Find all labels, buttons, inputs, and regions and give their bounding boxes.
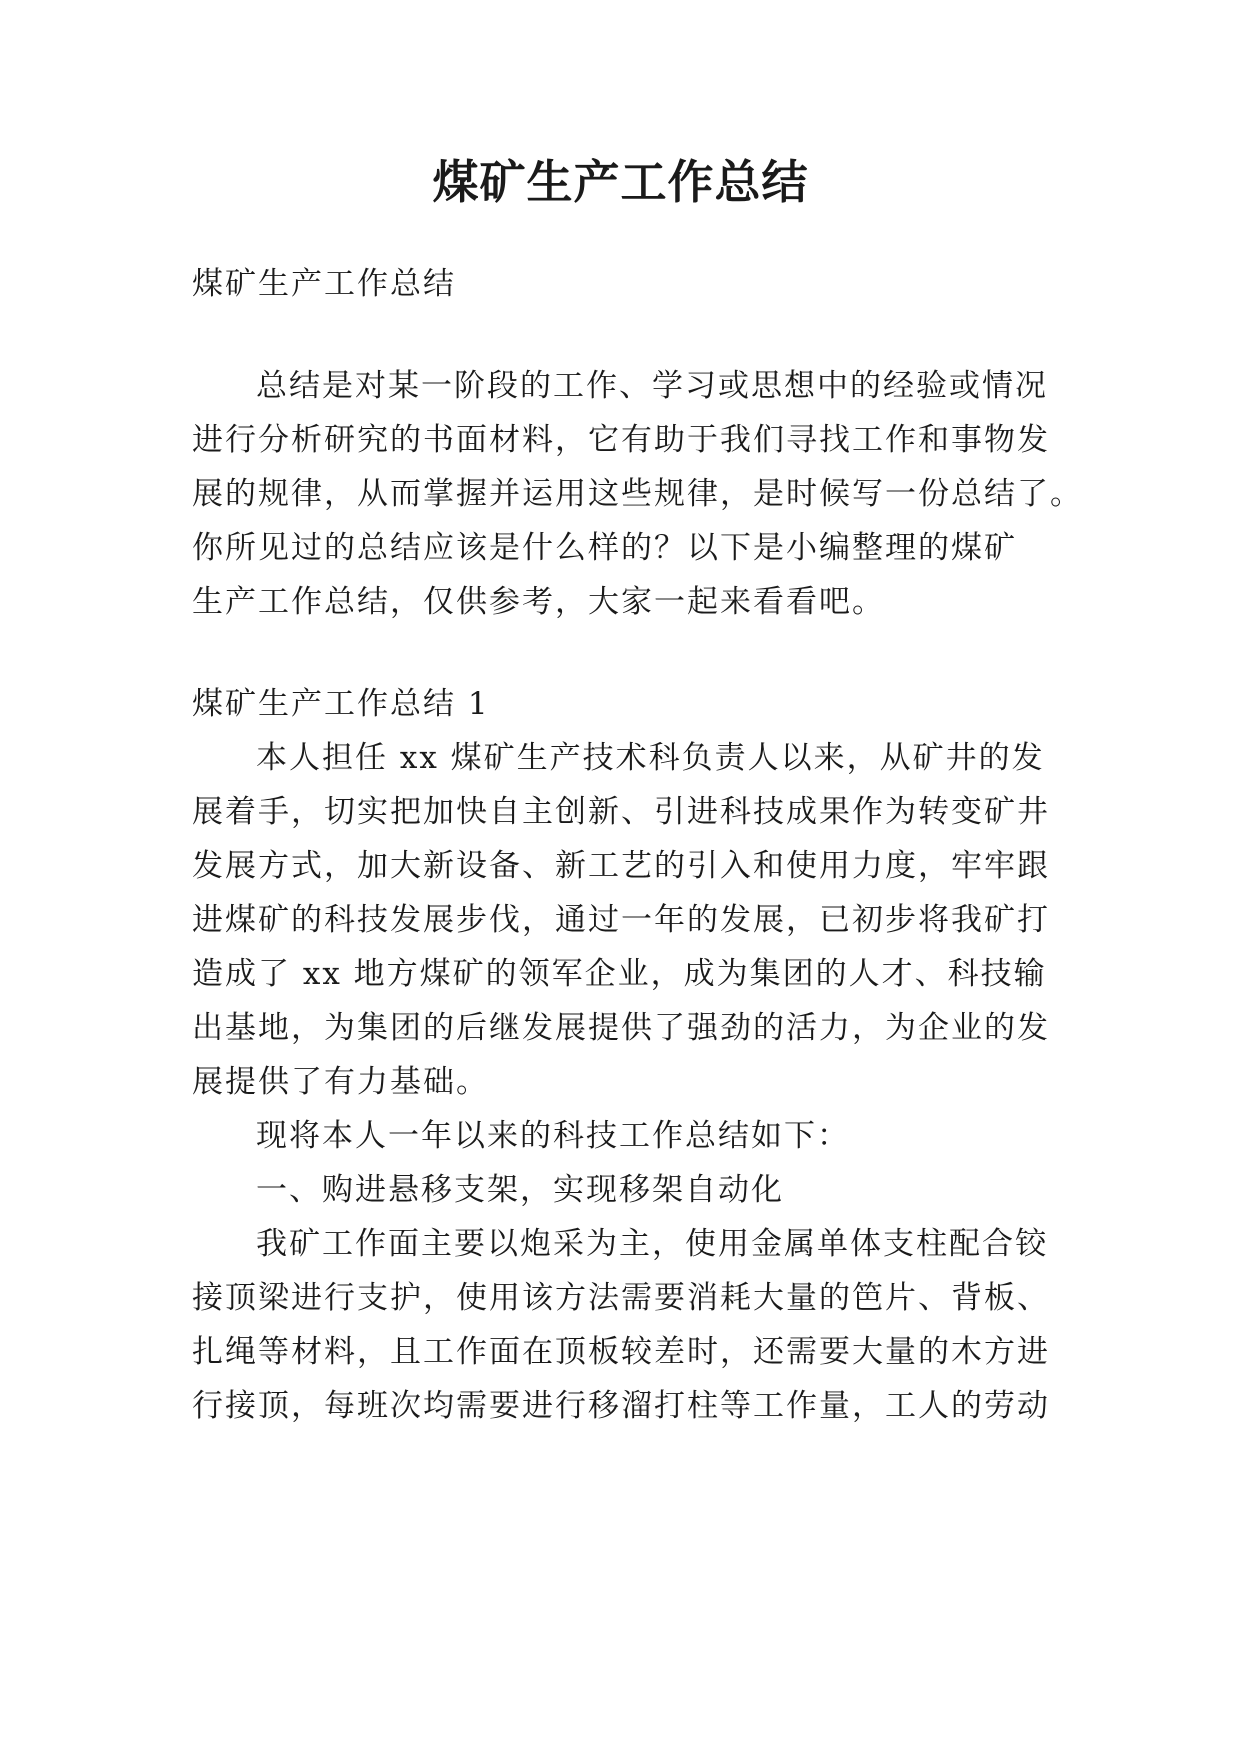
paragraph-line: 本人担任 xx 煤矿生产技术科负责人以来，从矿井的发 [256,740,1045,776]
section-heading: 煤矿生产工作总结 1 [192,686,490,722]
paragraph-line: 展着手，切实把加快自主创新、引进科技成果作为转变矿井 [192,794,1050,830]
paragraph-line: 我矿工作面主要以炮采为主，使用金属单体支柱配合铰 [256,1226,1048,1262]
item-heading: 一、购进悬移支架，实现移架自动化 [256,1172,784,1208]
intro-line: 进行分析研究的书面材料，它有助于我们寻找工作和事物发 [192,422,1050,458]
intro-line: 你所见过的总结应该是什么样的？以下是小编整理的煤矿 [192,530,1017,566]
paragraph-line: 展提供了有力基础。 [192,1064,489,1100]
intro-line: 展的规律，从而掌握并运用这些规律，是时候写一份总结了。 [192,476,1083,512]
document-title: 煤矿生产工作总结 [432,155,809,209]
paragraph-line: 扎绳等材料，且工作面在顶板较差时，还需要大量的木方进 [192,1334,1050,1370]
intro-line: 总结是对某一阶段的工作、学习或思想中的经验或情况 [256,368,1048,404]
document-subtitle: 煤矿生产工作总结 [192,266,456,302]
paragraph-line: 行接顶，每班次均需要进行移溜打柱等工作量，工人的劳动 [192,1388,1050,1424]
paragraph-line: 进煤矿的科技发展步伐，通过一年的发展，已初步将我矿打 [192,902,1050,938]
summary-intro: 现将本人一年以来的科技工作总结如下： [256,1118,850,1154]
paragraph-line: 接顶梁进行支护，使用该方法需要消耗大量的笆片、背板、 [192,1280,1050,1316]
paragraph-line: 造成了 xx 地方煤矿的领军企业，成为集团的人才、科技输 [192,956,1047,992]
intro-line: 生产工作总结，仅供参考，大家一起来看看吧。 [192,584,885,620]
paragraph-line: 发展方式，加大新设备、新工艺的引入和使用力度，牢牢跟 [192,848,1050,884]
paragraph-line: 出基地，为集团的后继发展提供了强劲的活力，为企业的发 [192,1010,1050,1046]
